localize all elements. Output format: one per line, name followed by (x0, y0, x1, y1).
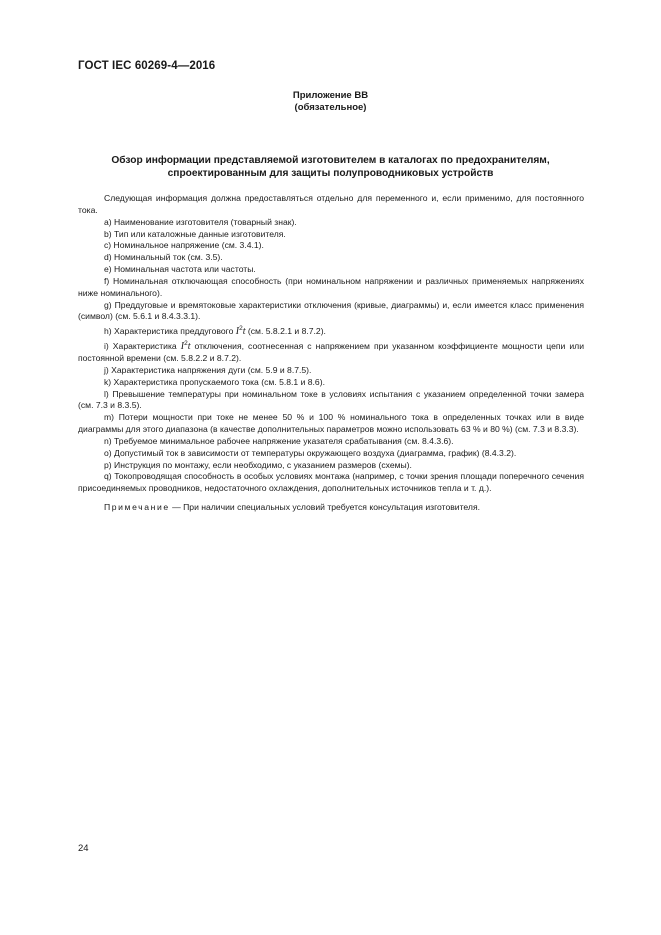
list-item-b: b) Тип или каталожные данные изготовителя. (104, 228, 286, 239)
list-item-h-text: h) Характеристика преддугового (104, 326, 236, 337)
document-body (78, 193, 584, 514)
list-item-e: e) Номинальная частота или частоты. (104, 264, 256, 275)
list-item-k: k) Характеристика пропускаемого тока (см. 5.8.1 и 8.6). (104, 376, 325, 387)
symbol-exponent: 2 (184, 340, 188, 348)
symbol-i: I (235, 326, 240, 338)
list-item-j: j) Характеристика напряжения дуги (см. 5.9 и 8.7.5). (104, 364, 312, 375)
list-item-h-ref: (см. 5.8.2.1 и 8.7.2). (245, 326, 326, 337)
list-item-a: a) Наименование изготовителя (товарный знак). (104, 216, 297, 227)
list-item-m: m) Потери мощности при токе не менее 50 % и 100 % номинального тока в определенных точках или в виде диаграммы для этого диапазона (в качестве дополнительных параметров можно использовать 63 % и 80 %) (см. 7.3 и 8.3.3). (78, 412, 584, 435)
list-item-c: c) Номинальное напряжение (см. 3.4.1). (104, 240, 264, 251)
appendix-title: Приложение ВВ (292, 90, 369, 101)
appendix-status: (обязательное) (294, 102, 367, 113)
list-item-i-rest: отключения, соотнесенная с напряжением при указанном коэффициенте мощности цепи или постоянной времени (см. 5.8.2.2 и 8.7.2). (78, 341, 584, 363)
intro-paragraph: Следующая информация должна предоставляться отдельно для переменного и, если применимо, для постоянного тока. (78, 193, 584, 215)
note-label: Примечание (104, 502, 170, 513)
list-item-f: f) Номинальная отключающая способность (при номинальном напряжении и различных применяемых напряжениях ниже номинального). (78, 275, 584, 298)
list-item-g: g) Преддуговые и времятоковые характеристики отключения (кривые, диаграммы) и, если имеется класс применения (символ) (см. 5.6.1 и 8.4.3.3.1). (78, 299, 584, 322)
heading-line-2: спроектированным для защиты полупроводниковых устройств (167, 168, 494, 179)
list-item-i-text: i) Характеристика (104, 341, 181, 352)
symbol-exponent: 2 (239, 325, 243, 333)
list-item-p: p) Инструкция по монтажу, если необходимо, с указанием размеров (схемы). (104, 459, 412, 470)
symbol-i: I (180, 341, 185, 353)
list-item-o: o) Допустимый ток в зависимости от температуры окружающего воздуха (диаграмма, график) (8.4.3.2). (104, 447, 517, 458)
list-item-l: l) Превышение температуры при номинальном токе в условиях испытания с указанием определенной точки замера (см. 7.3 и 8.3.5). (78, 388, 584, 411)
standard-designation: ГОСТ IEC 60269-4—2016 (78, 60, 216, 72)
list-item-i (78, 338, 584, 365)
section-heading (78, 154, 583, 180)
note-text: — При наличии специальных условий требуется консультация изготовителя. (169, 502, 480, 513)
list-item-h (78, 323, 584, 338)
note-paragraph (78, 502, 584, 514)
symbol-t: t (242, 326, 246, 338)
list-item-n: n) Требуемое минимальное рабочее напряжение указателя срабатывания (см. 8.4.3.6). (104, 435, 454, 446)
list-item-q: q) Токопроводящая способность в особых условиях монтажа (например, с точки зрения площади поперечного сечения присоединяемых проводников, недостаточного охлаждения, дополнительных источников тепла и т. д.). (78, 471, 584, 494)
heading-line-1: Обзор информации представляемой изготовителем в каталогах по предохранителям, (111, 155, 550, 166)
list-item-d: d) Номинальный ток (см. 3.5). (104, 252, 223, 263)
page-number: 24 (78, 843, 89, 854)
symbol-t: t (187, 341, 191, 353)
appendix-header (78, 90, 583, 114)
